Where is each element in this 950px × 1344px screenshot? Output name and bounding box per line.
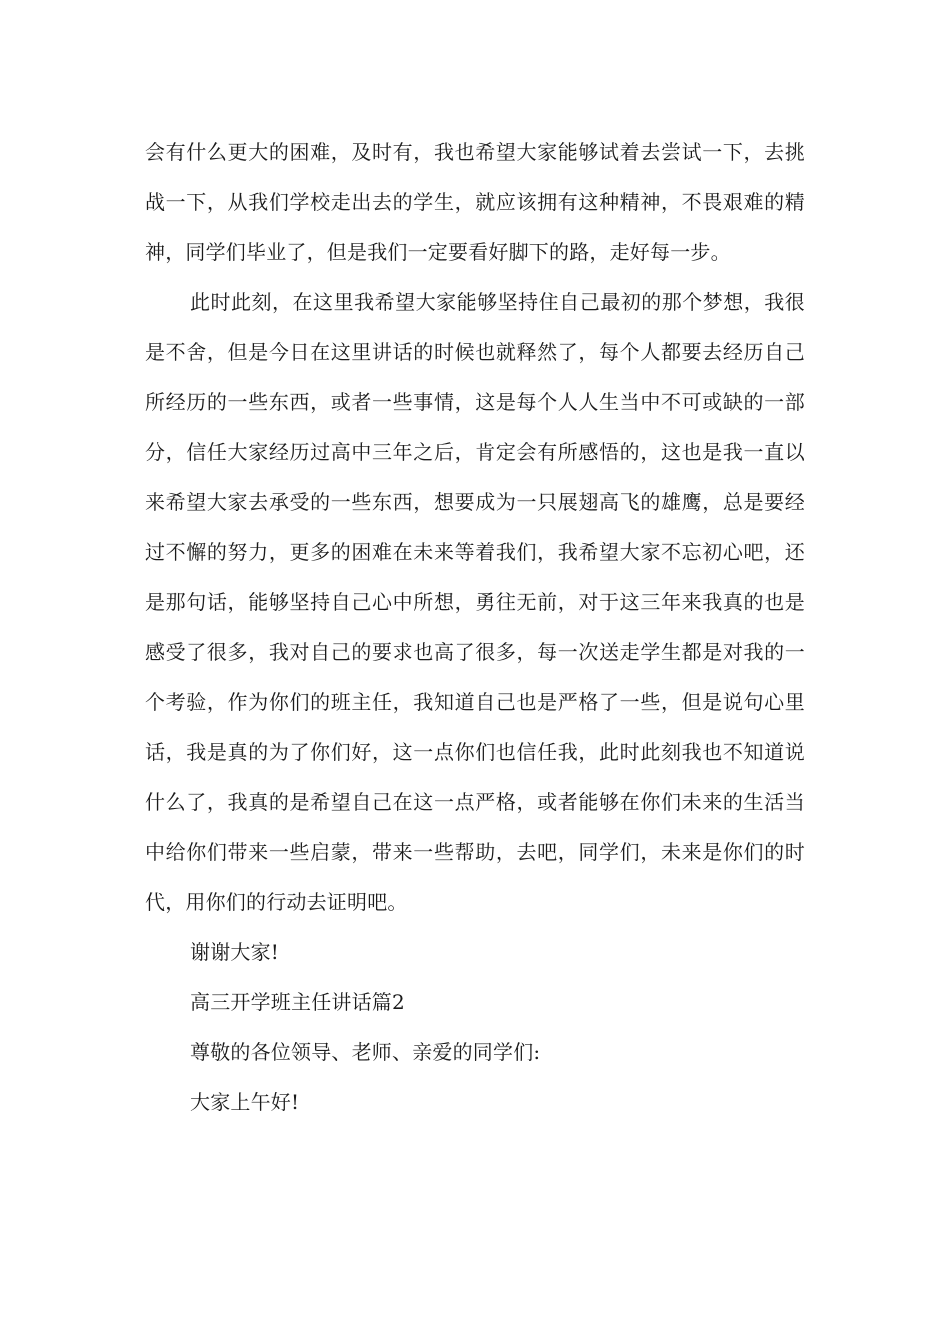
- paragraph-continuation: 会有什么更大的困难，及时有，我也希望大家能够试着去尝试一下，去挑战一下，从我们学校走出去的学生，就应该拥有这种精神，不畏艰难的精神，同学们毕业了，但是我们一定要看好脚下的路，走好每一步。: [145, 140, 805, 264]
- section-heading: 高三开学班主任讲话篇2: [190, 990, 405, 1014]
- paragraph-salutation: 尊敬的各位领导、老师、亲爱的同学们:: [190, 1040, 541, 1064]
- paragraph-thanks: 谢谢大家!: [190, 940, 280, 964]
- document-body: [145, 127, 805, 1127]
- paragraph-greeting: 大家上午好!: [190, 1090, 300, 1114]
- paragraph-main: 此时此刻，在这里我希望大家能够坚持住自己最初的那个梦想，我很是不舍，但是今日在这里讲话的时候也就释然了，每个人都要去经历自己所经历的一些东西，或者一些事情，这是每个人人生当中不可或缺的一部分，信任大家经历过高中三年之后，肯定会有所感悟的，这也是我一直以来希望大家去承受的一些东西，想要成为一只展翅高飞的雄鹰，总是要经过不懈的努力，更多的困难在未来等着我们，我希望大家不忘初心吧，还是那句话，能够坚持自己心中所想，勇往无前，对于这三年来我真的也是感受了很多，我对自己的要求也高了很多，每一次送走学生都是对我的一个考验，作为你们的班主任，我知道自己也是严格了一些，但是说句心里话，我是真的为了你们好，这一点你们也信任我，此时此刻我也不知道说什么了，我真的是希望自己在这一点严格，或者能够在你们未来的生活当中给你们带来一些启蒙，带来一些帮助，去吧，同学们，未来是你们的时代，用你们的行动去证明吧。: [145, 290, 805, 914]
